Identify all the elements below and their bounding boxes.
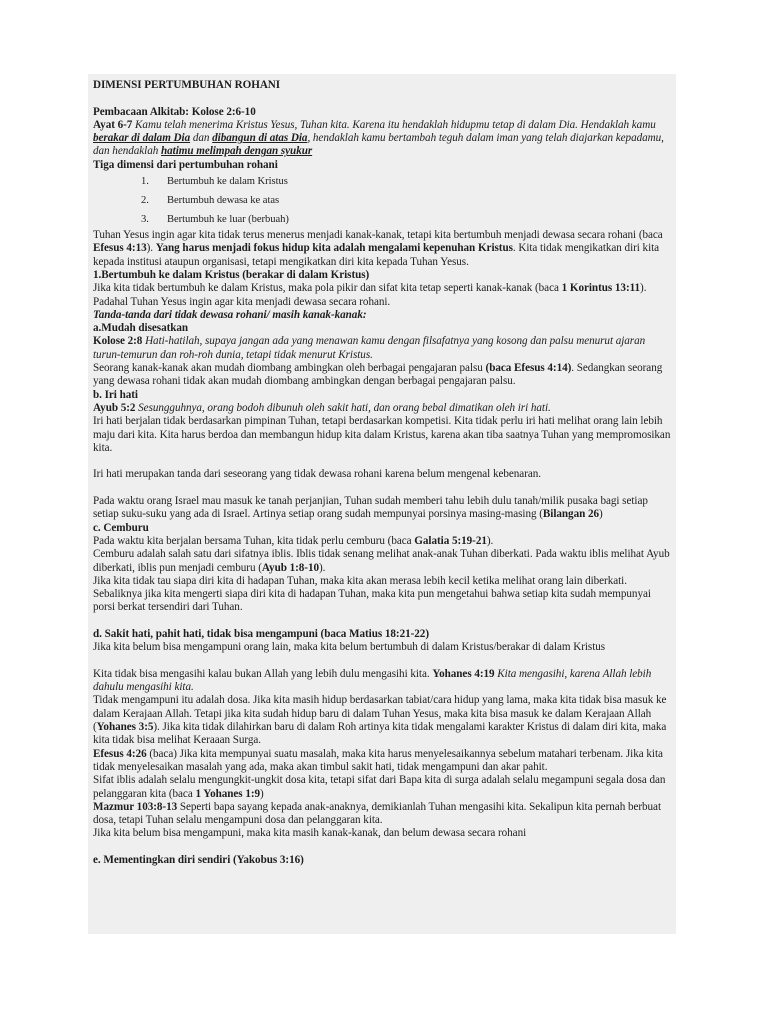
point-d-heading: d. Sakit hati, pahit hati, tidak bisa mengampuni (baca Matius 18:21-22) xyxy=(93,627,429,640)
point-d-paragraph-5: Sifat iblis adalah selalu mengungkit-ungkit dosa kita, tetapi sifat dari Bapa kita di surga adalah selalu megampuni segala dosa dan pelanggaran kita (baca 1 Yohanes 1:9) xyxy=(93,774,666,800)
list-item: 3. Bertumbuh ke luar (berbuah) xyxy=(141,213,289,225)
point-d-paragraph-4: Efesus 4:26 (baca) Jika kita mempunyai suatu masalah, maka kita harus menyelesaikannya sebelum matahari terbenam. Jika kita tidak menyelesaikan masalah yang ada, maka akan timbul sakit hati, tidak mengampuni dan akar pahit. xyxy=(93,747,663,773)
reading-heading: Pembacaan Alkitab: Kolose 2:6-10 xyxy=(93,105,256,118)
dimensions-heading: Tiga dimensi dari pertumbuhan rohani xyxy=(93,158,278,171)
point-b-paragraph-1: Iri hati berjalan tidak berdasarkan pimpinan Tuhan, tetapi berdasarkan kompetisi. Kita tidak perlu iri hati melihat orang lain lebih maju dari kita. Kita harus berdoa dan membangun hidup kita dalam Kristus, karena akan tiba saatnya Tuhan yang mempromosikan kita. xyxy=(93,415,671,454)
point-c-heading: c. Cemburu xyxy=(93,521,149,534)
point-d-paragraph-7: Jika kita belum bisa mengampuni, maka kita masih kanak-kanak, dan belum dewasa secara rohani xyxy=(93,827,527,840)
point-d-paragraph-1: Jika kita belum bisa mengampuni orang lain, maka kita belum bertumbuh di dalam Kristus/berakar di dalam Kristus xyxy=(93,641,606,654)
point-c-paragraph-1: Pada waktu kita berjalan bersama Tuhan, kita tidak perlu cemburu (baca Galatia 5:19-21). xyxy=(93,534,494,547)
list-item: 1. Bertumbuh ke dalam Kristus xyxy=(141,175,288,187)
point-b-verse: Ayub 5:2 Sesungguhnya, orang bodoh dibunuh oleh sakit hati, dan orang bebal dimatikan oleh iri hati. xyxy=(93,401,551,414)
point-b-paragraph-3: Pada waktu orang Israel mau masuk ke tanah perjanjian, Tuhan sudah memberi tahu lebih dulu tanah/milik pusaka bagi setiap setiap suku-suku yang ada di Israel. Artinya setiap orang sudah mempunyai porsinya masing-masing (Bilangan 26) xyxy=(93,495,648,521)
section-1-paragraph: Jika kita tidak bertumbuh ke dalam Kristus, maka pola pikir dan sifat kita tetap seperti kanak-kanak (baca 1 Korintus 13:11). Padahal Tuhan Yesus ingin agar kita menjadi dewasa secara rohani. xyxy=(93,282,647,308)
reading-verse: Ayat 6-7 Kamu telah menerima Kristus Yesus, Tuhan kita. Karena itu hendaklah hidupmu tetap di dalam Dia. Hendaklah kamu berakar di dalam Dia dan dibangun di atas Dia, hendaklah kamu bertambah teguh dalam iman yang telah diajarkan kepadamu, dan hendaklah hatimu melimpah dengan syukur xyxy=(93,118,664,158)
intro-paragraph: Tuhan Yesus ingin agar kita tidak terus menerus menjadi kanak-kanak, tetapi kita bertumbuh menjadi dewasa secara rohani (baca Efesus 4:13). Yang harus menjadi fokus hidup kita adalah mengalami kepenuhan Kristus. Kita tidak mengikatkan diri kita kepada institusi ataupun organisasi, tetapi mengikatkan diri kita kepada Tuhan Yesus. xyxy=(93,229,663,268)
section-1-heading: 1.Bertumbuh ke dalam Kristus (berakar di dalam Kristus) xyxy=(93,268,370,281)
document-body xyxy=(93,79,671,867)
document-title: DIMENSI PERTUMBUHAN ROHANI xyxy=(93,79,281,91)
point-c-paragraph-2: Cemburu adalah salah satu dari sifatnya iblis. Iblis tidak senang melihat anak-anak Tuhan diberkati. Pada waktu iblis melihat Ayub diberkati, iblis pun menjadi cemburu (Ayub 1:8-10). xyxy=(93,548,670,574)
list-item: 2. Bertumbuh dewasa ke atas xyxy=(141,194,280,206)
point-a-paragraph: Seorang kanak-kanak akan mudah diombang ambingkan oleh berbagai pengajaran palsu (baca Efesus 4:14). Sedangkan seorang yang dewasa rohani tidak akan mudah diombang ambingkan dengan berbagai pengajaran palsu. xyxy=(93,362,663,388)
point-b-paragraph-2: Iri hati merupakan tanda dari seseorang yang tidak dewasa rohani karena belum mengenal kebenaran. xyxy=(93,468,542,481)
document-page xyxy=(88,74,676,934)
dimensions-list xyxy=(93,172,671,229)
emphasis-rooted: berakar di dalam Dia xyxy=(93,132,191,145)
emphasis-thankful: hatimu melimpah dengan syukur xyxy=(161,145,313,158)
signs-heading: Tanda-tanda dari tidak dewasa rohani/ masih kanak-kanak: xyxy=(93,308,367,321)
point-d-paragraph-2: Kita tidak bisa mengasihi kalau bukan Allah yang lebih dulu mengasihi kita. Yohanes 4:19 Kita mengasihi, karena Allah lebih dahulu mengasihi kita. xyxy=(93,667,652,694)
point-a-verse: Kolose 2:8 Hati-hatilah, supaya jangan ada yang menawan kamu dengan filsafatnya yang kosong dan palsu menurut ajaran turun-temurun dan roh-roh dunia, tetapi tidak menurut Kristus. xyxy=(93,335,646,361)
point-a-heading: a.Mudah disesatkan xyxy=(93,322,189,335)
point-b-heading: b. Iri hati xyxy=(93,388,138,401)
point-c-paragraph-3: Jika kita tidak tau siapa diri kita di hadapan Tuhan, maka kita akan merasa lebih kecil ketika melihat orang lain diberkati. Sebaliknya jika kita mengerti siapa diri kita di hadapan Tuhan, maka kita pun mengetahui bahwa setiap kita sudah mempunyai porsi berkat tersendiri dari Tuhan. xyxy=(93,574,651,614)
point-d-paragraph-3: Tidak mengampuni itu adalah dosa. Jika kita masih hidup berdasarkan tabiat/cara hidup yang lama, maka kita tidak bisa masuk ke dalam Kerajaan Allah. Tetapi jika kita sudah hidup baru di dalam Tuhan Yesus, maka kita bisa masuk ke dalam Kerajaan Allah (Yohanes 3:5). Jika kita tidak dilahirkan baru di dalam Roh artinya kita tidak mengalami karakter Kristus di dalam diri kita, maka kita tidak bisa melihat Keraaan Surga. xyxy=(93,694,667,747)
point-d-paragraph-6: Mazmur 103:8-13 Seperti bapa sayang kepada anak-anaknya, demikianlah Tuhan mengasihi kita. Sekalipun kita pernah berbuat dosa, tetapi Tuhan selalu mengampuni dosa dan pelanggaran kita. xyxy=(93,800,662,827)
emphasis-built: dibangun di atas Dia xyxy=(212,132,308,145)
point-e-heading: e. Mementingkan diri sendiri (Yakobus 3:16) xyxy=(93,854,304,867)
